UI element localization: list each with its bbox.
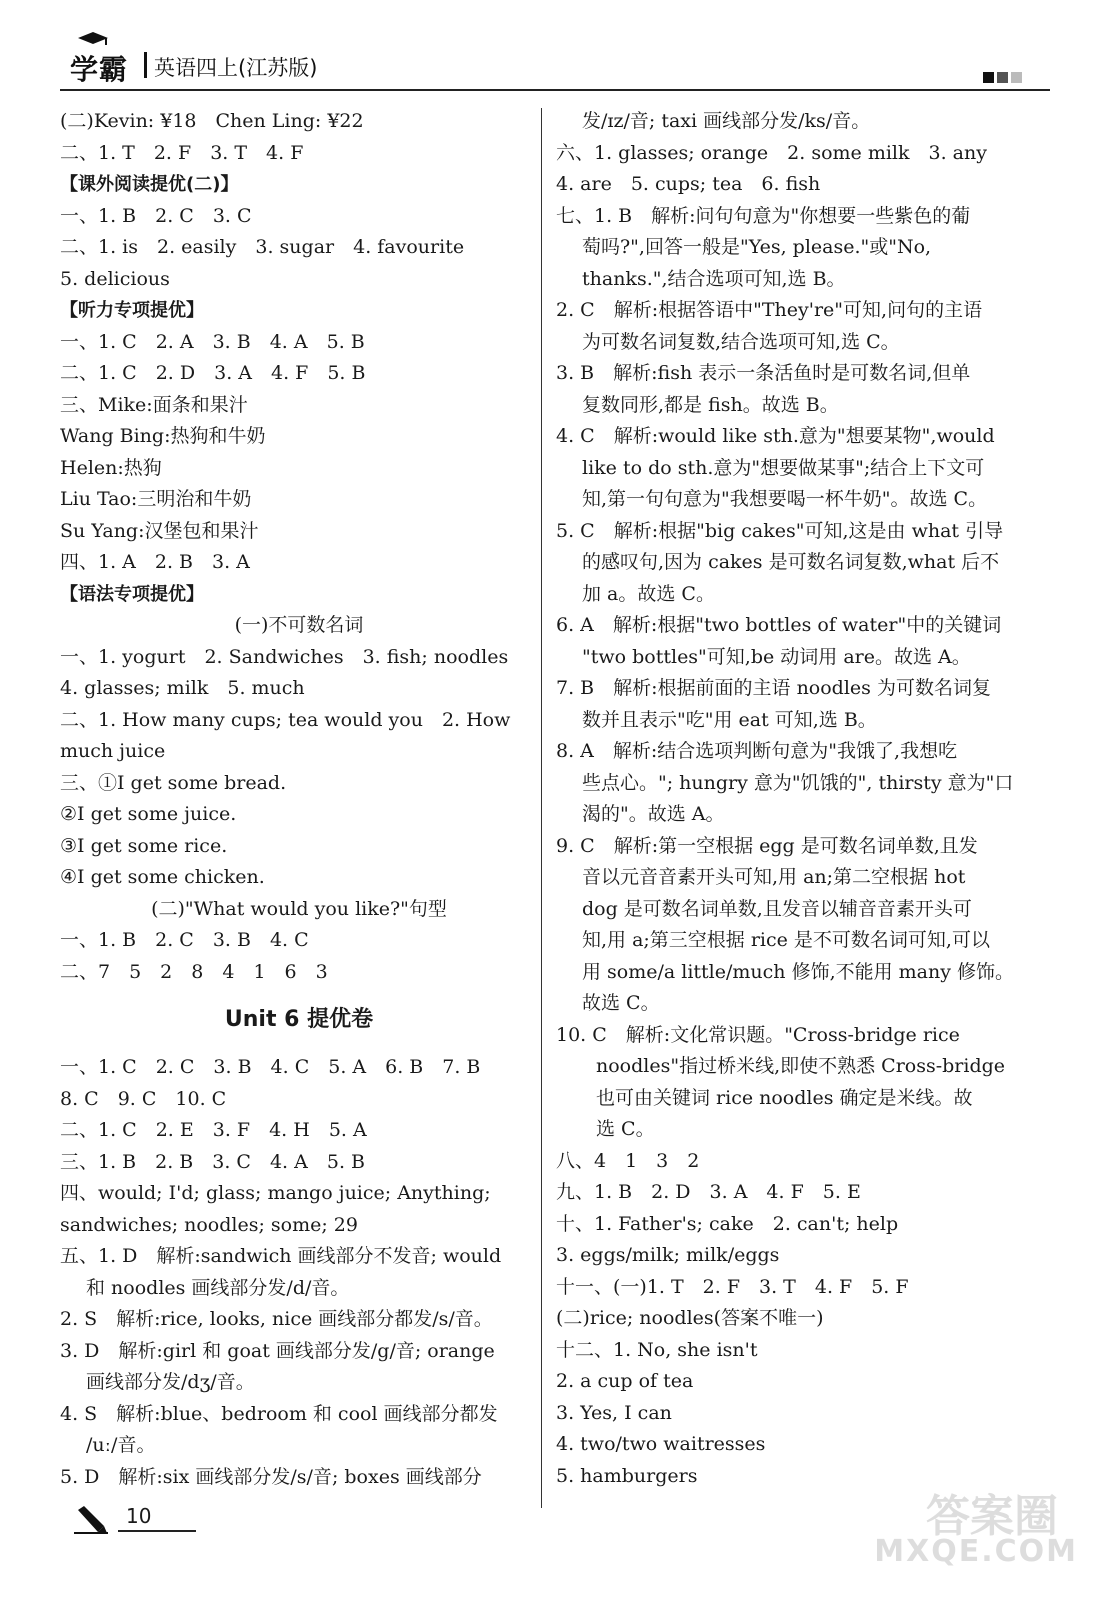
answer-line: dog 是可数名词单数,且发音以辅音音素开头可	[582, 897, 972, 920]
answer-line: 知,第一句句意为"我想要喝一杯牛奶"。故选 C。	[582, 488, 988, 510]
footer-rule	[118, 1530, 196, 1532]
answer-line: 萄吗?",回答一般是"Yes, please."或"No,	[582, 236, 932, 258]
answer-line: 十一、(一)1. T 2. F 3. T 4. F 5. F	[556, 1275, 909, 1298]
answer-line: much juice	[60, 740, 166, 762]
answer-line: "two bottles"可知,be 动词用 are。故选 A。	[582, 645, 971, 668]
book-title: 英语四上(江苏版)	[154, 56, 318, 80]
answer-line: 九、1. B 2. D 3. A 4. F 5. E	[556, 1181, 861, 1203]
answer-line: (二)Kevin: ¥18 Chen Ling: ¥22	[60, 110, 364, 132]
brand-logo: 学霸	[70, 53, 129, 86]
answer-line: 2. a cup of tea	[556, 1370, 694, 1392]
answer-line: 一、1. B 2. C 3. C	[60, 204, 252, 227]
answer-line: 4. C 解析:would like sth.意为"想要某物",would	[556, 425, 995, 447]
page-footer	[74, 1500, 194, 1540]
left-column	[60, 106, 538, 1493]
answer-line: Helen:热狗	[60, 456, 162, 479]
pencil-icon	[74, 1506, 108, 1534]
answer-line: 6. A 解析:根据"two bottles of water"中的关键词	[556, 614, 1002, 636]
answer-line: 5. C 解析:根据"big cakes"可知,这是由 what 引导	[556, 519, 1004, 542]
answer-line: sandwiches; noodles; some; 29	[60, 1213, 358, 1236]
answer-line: 三、Mike:面条和果汁	[60, 393, 248, 416]
answer-line: 5. delicious	[60, 267, 170, 290]
watermark-logo-text: 答案圈	[926, 1491, 1058, 1542]
unit-title: Unit 6 提优卷	[224, 1007, 374, 1032]
answer-line: Liu Tao:三明治和牛奶	[60, 488, 252, 510]
answer-line: 二、1. is 2. easily 3. sugar 4. favourite	[60, 236, 465, 258]
answer-line: 数并且表示"吃"用 eat 可知,选 B。	[582, 708, 877, 731]
answer-line: ③I get some rice.	[60, 834, 228, 857]
answer-line: 些点心。"; hungry 意为"饥饿的", thirsty 意为"口	[582, 771, 1014, 794]
answer-line: 用 some/a little/much 修饰,不能用 many 修饰。	[582, 960, 1015, 983]
answer-line: ②I get some juice.	[60, 803, 237, 825]
answer-line: 的感叹句,因为 cakes 是可数名词复数,what 后不	[582, 551, 1000, 573]
answer-line: 2. C 解析:根据答语中"They're"可知,问句的主语	[556, 299, 983, 321]
answer-line: 十、1. Father's; cake 2. can't; help	[556, 1212, 899, 1235]
answer-line: 八、4 1 3 2	[556, 1149, 700, 1172]
answer-line: 画线部分发/dʒ/音。	[86, 1371, 255, 1393]
graduation-cap-icon	[76, 32, 110, 46]
answer-line: 四、would; I'd; glass; mango juice; Anything;	[60, 1182, 491, 1204]
answer-line: like to do sth.意为"想要做某事";结合上下文可	[582, 456, 985, 479]
answer-line: 4. S 解析:blue、bedroom 和 cool 画线部分都发	[60, 1402, 498, 1425]
answer-line: 渴的"。故选 A。	[582, 803, 725, 825]
answer-line: 知,用 a;第三空根据 rice 是不可数名词可知,可以	[582, 929, 990, 951]
answer-line: noodles"指过桥米线,即使不熟悉 Cross-bridge	[596, 1055, 1006, 1077]
answer-line: 复数同形,都是 fish。故选 B。	[582, 393, 839, 416]
answer-line: Su Yang:汉堡包和果汁	[60, 519, 259, 542]
column-divider	[541, 108, 542, 1508]
answer-line: 四、1. A 2. B 3. A	[60, 551, 250, 573]
answer-line: 为可数名词复数,结合选项可知,选 C。	[582, 330, 900, 353]
answer-line: 选 C。	[596, 1118, 655, 1140]
watermark	[868, 1470, 1078, 1580]
answer-line: 加 a。故选 C。	[582, 582, 715, 605]
answer-line: 发/ɪz/音; taxi 画线部分发/ks/音。	[582, 110, 871, 132]
header-rule	[60, 89, 1050, 91]
header-separator	[144, 52, 147, 78]
answer-line: 三、1. B 2. B 3. C 4. A 5. B	[60, 1150, 365, 1173]
answer-line: (二)rice; noodles(答案不唯一)	[556, 1307, 824, 1329]
answer-line: 10. C 解析:文化常识题。"Cross-bridge rice	[556, 1023, 960, 1046]
answer-line: 4. two/two waitresses	[556, 1433, 766, 1455]
answer-line: 4. are 5. cups; tea 6. fish	[556, 173, 821, 195]
answer-line: 一、1. C 2. C 3. B 4. C 5. A 6. B 7. B	[60, 1056, 481, 1078]
answer-line: 和 noodles 画线部分发/d/音。	[86, 1276, 350, 1299]
answer-line: 五、1. D 解析:sandwich 画线部分不发音; would	[60, 1245, 502, 1267]
section-heading: 【听力专项提优】	[60, 300, 204, 321]
page-header	[60, 40, 1050, 92]
answer-line: 六、1. glasses; orange 2. some milk 3. any	[556, 141, 987, 164]
answer-line: 3. B 解析:fish 表示一条活鱼时是可数名词,但单	[556, 362, 971, 384]
answer-line: 十二、1. No, she isn't	[556, 1338, 758, 1361]
right-column	[556, 106, 1036, 1492]
answer-line: 七、1. B 解析:问句句意为"你想要一些紫色的葡	[556, 204, 971, 227]
answer-line: thanks.",结合选项可知,选 B。	[582, 267, 846, 290]
answer-line: 4. glasses; milk 5. much	[60, 677, 305, 699]
answer-line: 8. C 9. C 10. C	[60, 1087, 227, 1110]
answer-line: 二、1. How many cups; tea would you 2. How	[60, 708, 511, 731]
answer-line: 8. A 解析:结合选项判断句意为"我饿了,我想吃	[556, 740, 958, 762]
answer-line: 一、1. B 2. C 3. B 4. C	[60, 929, 309, 951]
answer-line: 故选 C。	[582, 992, 660, 1014]
answer-line: 一、1. C 2. A 3. B 4. A 5. B	[60, 330, 365, 353]
page-number: 10	[126, 1504, 152, 1528]
answer-line: /uː/音。	[86, 1434, 156, 1456]
answer-line: 三、①I get some bread.	[60, 771, 287, 794]
answer-line: ④I get some chicken.	[60, 866, 265, 888]
answer-line: 3. D 解析:girl 和 goat 画线部分发/g/音; orange	[60, 1339, 495, 1362]
answer-line: 二、1. C 2. D 3. A 4. F 5. B	[60, 362, 366, 384]
answer-line: 二、1. T 2. F 3. T 4. F	[60, 141, 304, 164]
answer-line: 2. S 解析:rice, looks, nice 画线部分都发/s/音。	[60, 1308, 493, 1330]
answer-line: 二、7 5 2 8 4 1 6 3	[60, 960, 328, 983]
header-squares-decoration	[980, 68, 1022, 87]
subsection-heading: (二)"What would you like?"句型	[151, 897, 447, 920]
watermark-url: MXQE.COM	[874, 1534, 1078, 1569]
section-heading: 【语法专项提优】	[60, 583, 204, 605]
answer-line: 3. eggs/milk; milk/eggs	[556, 1244, 780, 1266]
answer-line: 7. B 解析:根据前面的主语 noodles 为可数名词复	[556, 677, 991, 699]
section-heading: 【课外阅读提优(二)】	[60, 174, 239, 195]
answer-line: 也可由关键词 rice noodles 确定是米线。故	[596, 1086, 973, 1109]
answer-line: 二、1. C 2. E 3. F 4. H 5. A	[60, 1119, 367, 1141]
answer-line: 音以元音音素开头可知,用 an;第二空根据 hot	[582, 866, 966, 888]
answer-line: 一、1. yogurt 2. Sandwiches 3. fish; noodles	[60, 645, 509, 668]
answer-line: 5. hamburgers	[556, 1464, 698, 1487]
answer-line: 9. C 解析:第一空根据 egg 是可数名词单数,且发	[556, 834, 978, 857]
answer-line: 3. Yes, I can	[556, 1401, 672, 1424]
answer-line: Wang Bing:热狗和牛奶	[60, 425, 266, 447]
subsection-heading: (一)不可数名词	[234, 614, 364, 636]
answer-line: 5. D 解析:six 画线部分发/s/音; boxes 画线部分	[60, 1465, 482, 1488]
